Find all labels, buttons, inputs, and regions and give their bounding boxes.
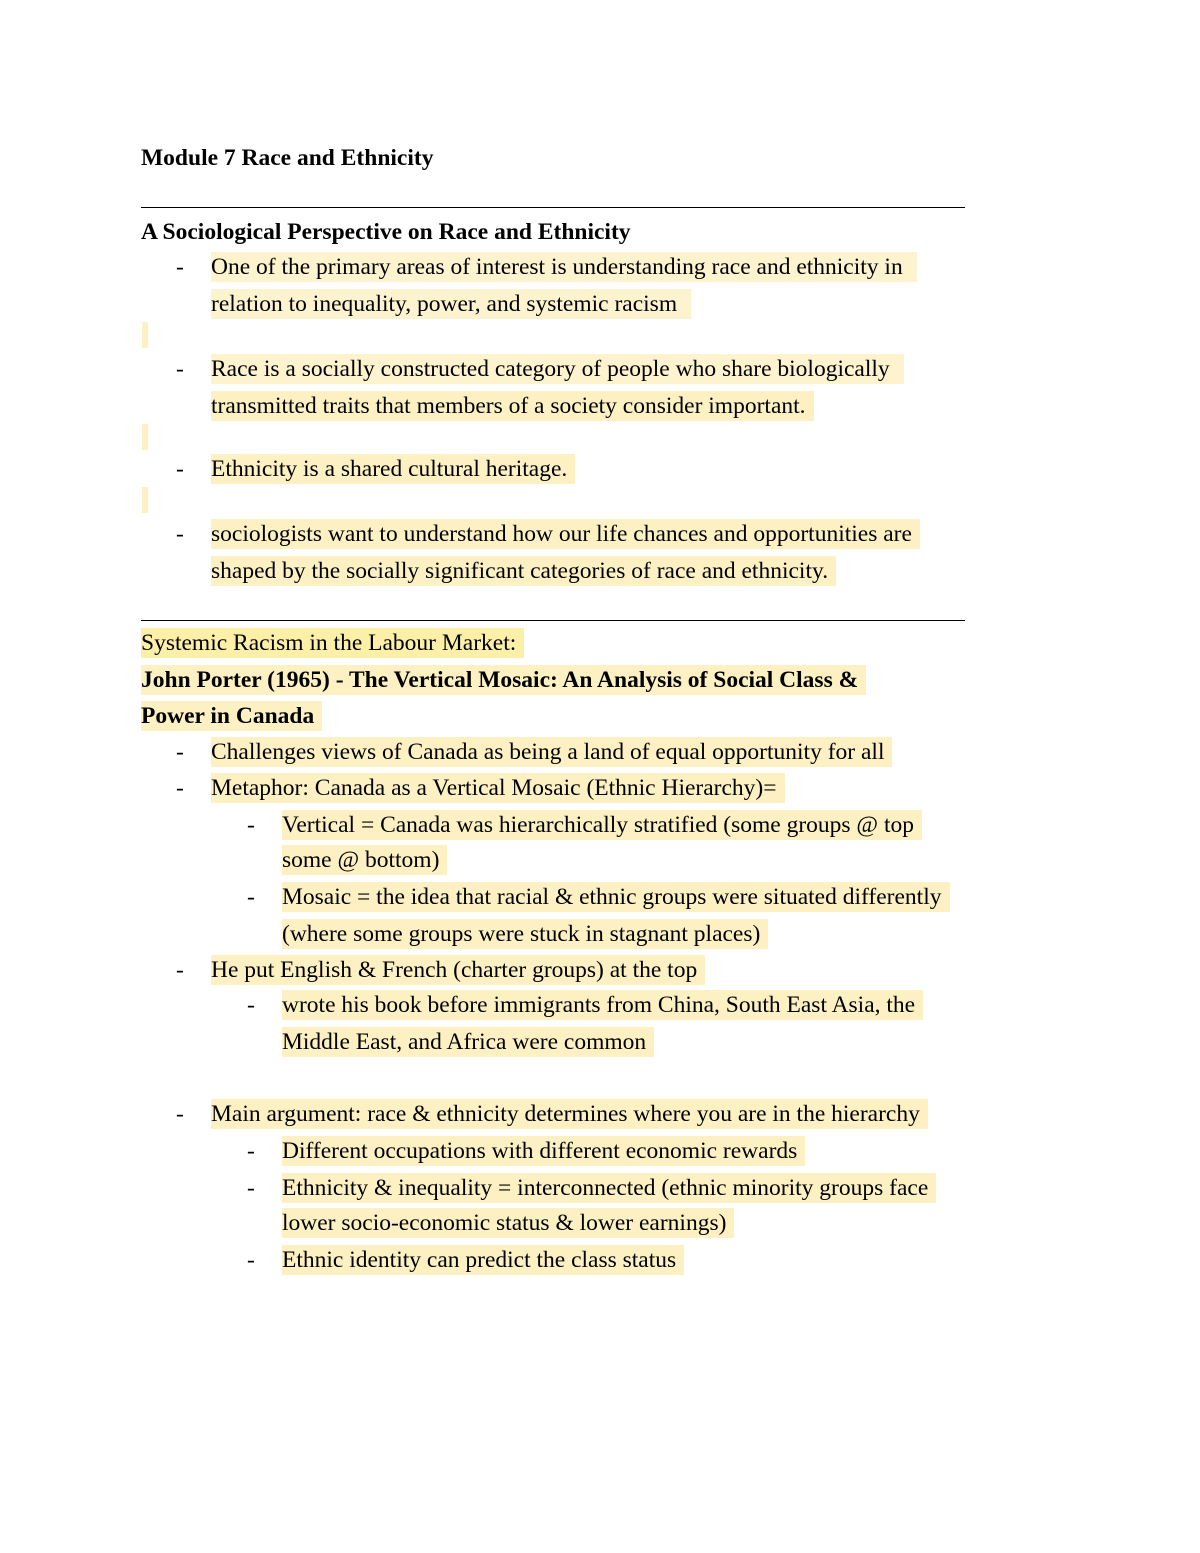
list-item-text: relation to inequality, power, and systemic racism — [211, 289, 691, 319]
highlight-marker — [142, 424, 148, 450]
bullet-dash: - — [247, 992, 255, 1018]
highlight-marker — [142, 322, 148, 348]
bullet-dash: - — [176, 1101, 184, 1127]
list-item-text: transmitted traits that members of a society consider important. — [211, 391, 814, 421]
list-item-text: Vertical = Canada was hierarchically stratified (some groups @ top — [282, 810, 922, 840]
bullet-dash: - — [176, 456, 184, 482]
list-item-text: Middle East, and Africa were common — [282, 1027, 654, 1057]
list-item-text: Ethnicity is a shared cultural heritage. — [211, 454, 575, 484]
divider — [141, 620, 965, 621]
list-item-text: shaped by the socially significant categories of race and ethnicity. — [211, 556, 836, 586]
bullet-dash: - — [176, 356, 184, 382]
bullet-dash: - — [247, 1247, 255, 1273]
bullet-dash: - — [176, 957, 184, 983]
list-item-text: He put English & French (charter groups) at the top — [211, 955, 705, 985]
book-reference: John Porter (1965) - The Vertical Mosaic: An Analysis of Social Class & — [141, 665, 866, 695]
bullet-dash: - — [247, 1175, 255, 1201]
section-heading: A Sociological Perspective on Race and Ethnicity — [141, 219, 631, 245]
page-title: Module 7 Race and Ethnicity — [141, 145, 434, 171]
bullet-dash: - — [247, 812, 255, 838]
bullet-dash: - — [176, 254, 184, 280]
list-item-text: Metaphor: Canada as a Vertical Mosaic (Ethnic Hierarchy)= — [211, 773, 785, 803]
list-item-text: (where some groups were stuck in stagnant places) — [282, 919, 768, 949]
list-item-text: Main argument: race & ethnicity determines where you are in the hierarchy — [211, 1099, 928, 1129]
section-heading: Systemic Racism in the Labour Market: — [141, 628, 524, 658]
list-item-text: lower socio-economic status & lower earnings) — [282, 1208, 734, 1238]
list-item-text: wrote his book before immigrants from China, South East Asia, the — [282, 990, 923, 1020]
list-item-text: Ethnic identity can predict the class status — [282, 1245, 684, 1275]
list-item-text: One of the primary areas of interest is understanding race and ethnicity in — [211, 252, 917, 282]
bullet-dash: - — [176, 775, 184, 801]
highlight-marker — [142, 487, 148, 513]
list-item-text: Race is a socially constructed category of people who share biologically — [211, 354, 904, 384]
list-item-text: Mosaic = the idea that racial & ethnic groups were situated differently — [282, 882, 950, 912]
divider — [141, 207, 965, 208]
list-item-text: some @ bottom) — [282, 845, 447, 875]
bullet-dash: - — [176, 521, 184, 547]
bullet-dash: - — [176, 739, 184, 765]
bullet-dash: - — [247, 1138, 255, 1164]
list-item-text: sociologists want to understand how our life chances and opportunities are — [211, 519, 920, 549]
book-reference: Power in Canada — [141, 701, 322, 731]
list-item-text: Different occupations with different economic rewards — [282, 1136, 805, 1166]
bullet-dash: - — [247, 884, 255, 910]
list-item-text: Challenges views of Canada as being a land of equal opportunity for all — [211, 737, 892, 767]
list-item-text: Ethnicity & inequality = interconnected (ethnic minority groups face — [282, 1173, 936, 1203]
